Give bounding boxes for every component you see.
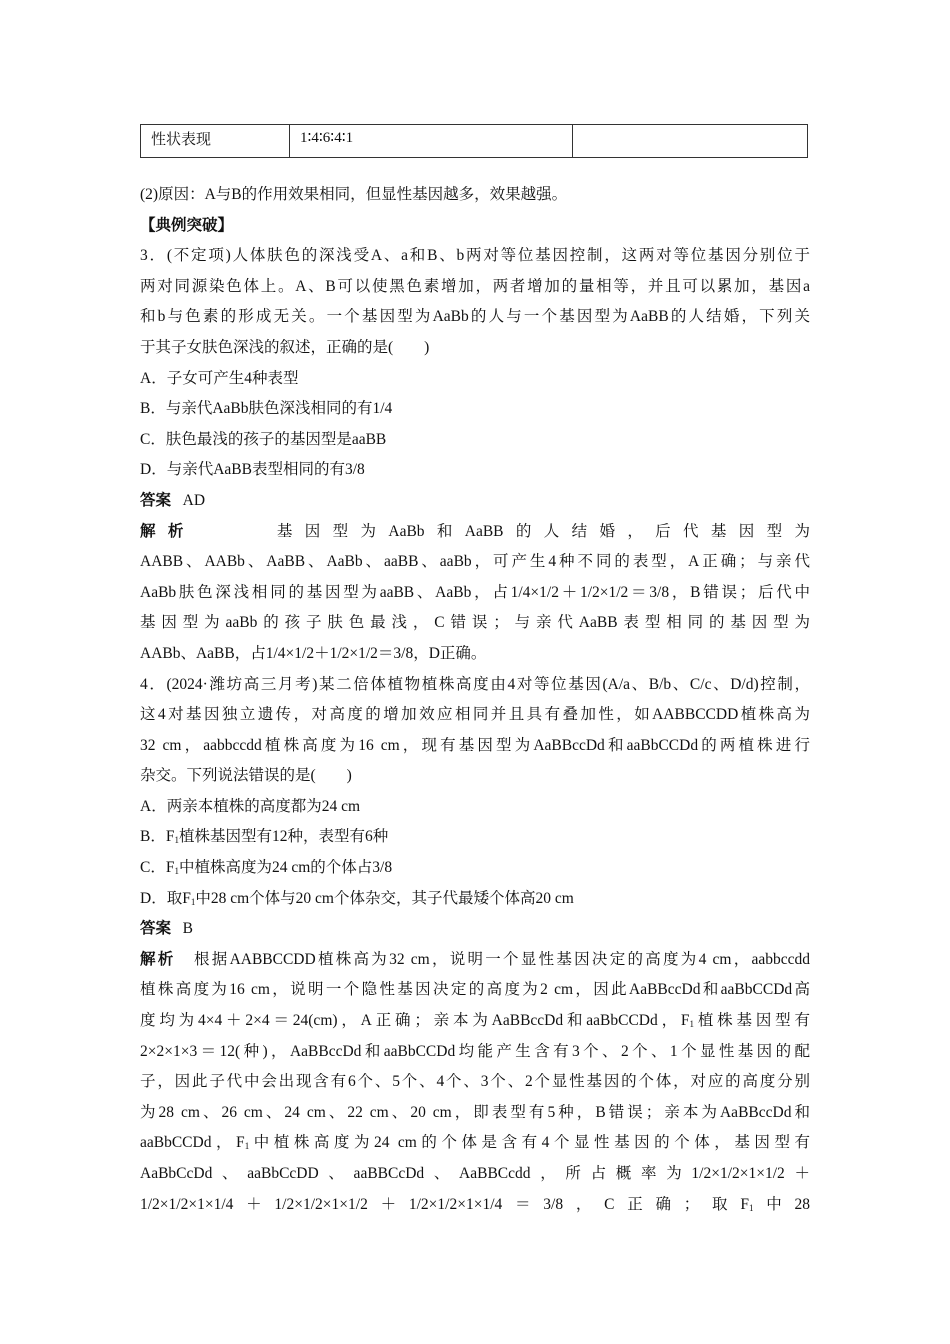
option-text: B．F: [140, 828, 175, 846]
q4-stem-line: 32 cm，aabbccdd植株高度为16 cm，现有基因型为AaBBccDd和aaBbCCDd的两植株进行: [140, 736, 810, 754]
q4-analysis-line: [140, 1098, 810, 1129]
table-row: [141, 125, 808, 158]
q3-option: C．肤色最浅的孩子的基因型是aaBB: [140, 430, 387, 448]
q3-analysis-line: AABB、AABb、AaBB、AaBb、aaBB、aaBb，可产生4种不同的表型，A正确；与亲代: [140, 553, 810, 571]
subscript: 1: [190, 896, 196, 907]
table-cell-empty: [573, 125, 808, 158]
analysis-text: 植株基因型有: [694, 1012, 810, 1030]
q3-stem-line: 3．(不定项)人体肤色的深浅受A、a和B、b两对等位基因控制，这两对等位基因分别位于: [140, 247, 810, 265]
answer-value: AD: [182, 491, 206, 509]
analysis-text: 1/2×1/2×1×1/4＋1/2×1/2×1×1/2＋1/2×1/2×1×1/4＝3/8，C正确；取F: [140, 1195, 749, 1213]
analysis-text: 根据AABBCCDD植株高为32 cm，说明一个显性基因决定的高度为4 cm，aabbccdd: [194, 950, 810, 968]
q4-analysis-line: [140, 975, 810, 1006]
q3-answer: [140, 486, 810, 517]
analysis-text: aaBbCCDd，F: [140, 1134, 245, 1152]
subscript: 1: [244, 1141, 250, 1152]
table-cell-label: 性状表现: [141, 125, 290, 158]
option-text: A．两亲本植株的高度都为24 cm: [140, 797, 361, 815]
q4-analysis-line: [140, 1067, 810, 1098]
q4-analysis-line: [140, 1128, 810, 1159]
option-text: C．F: [140, 859, 175, 877]
q4-stem-line: 杂交。下列说法错误的是( ): [140, 767, 352, 785]
analysis-label: 解析: [140, 950, 176, 968]
q3-stem-line: 两对同源染色体上。A、B可以使黑色素增加，两者增加的量相等，并且可以累加，基因a: [140, 277, 810, 295]
answer-label: 答案: [140, 920, 172, 938]
reason-paragraph: (2)原因：A与B的作用效果相同，但显性基因越多，效果越强。: [140, 186, 568, 203]
analysis-text: 2×2×1×3＝12(种)，AaBBccDd和aaBbCCDd均能产生含有3个、2个、1个显性基因的配: [140, 1042, 810, 1060]
q3-option: D．与亲代AaBB表型相同的有3/8: [140, 461, 365, 479]
q3-stem-line: 于其子女肤色深浅的叙述，正确的是( ): [140, 338, 430, 356]
table-cell-ratio: 1∶4∶6∶4∶1: [290, 125, 573, 158]
answer-value: B: [182, 920, 193, 938]
q4-option: [140, 884, 810, 915]
analysis-text: 基因型为AaBb和AaBB的人结婚，后代基因型为: [276, 522, 810, 540]
trait-table: [140, 124, 808, 158]
q3-analysis-line: AABb、AaBB，占1/4×1/2＋1/2×1/2＝3/8，D正确。: [140, 644, 487, 662]
q3-option: B．与亲代AaBb肤色深浅相同的有1/4: [140, 400, 393, 418]
q3-option: A．子女可产生4种表型: [140, 369, 299, 387]
subscript: 1: [174, 835, 179, 846]
subscript: 1: [748, 1202, 754, 1213]
q3-analysis-line: AaBb肤色深浅相同的基因型为aaBB、AaBb，占1/4×1/2＋1/2×1/2＝3/8，B错误；后代中: [140, 583, 810, 601]
option-text: 中28 cm个体与20 cm个体杂交，其子代最矮个体高20 cm: [195, 889, 574, 907]
option-text: 中植株高度为24 cm的个体占3/8: [178, 859, 393, 877]
option-text: D．取F: [140, 889, 191, 907]
q3-stem-line: 和b与色素的形成无关。一个基因型为AaBb的人与一个基因型为AaBB的人结婚，下列关: [140, 308, 810, 326]
q3-analysis-line: [140, 517, 810, 548]
subscript: 1: [174, 866, 179, 877]
analysis-label: 解析: [140, 522, 196, 540]
analysis-text: AaBbCcDd、aaBbCcDD、aaBBCcDd、AaBBCcdd，所占概率为1/2×1/2×1×1/2＋: [140, 1165, 810, 1182]
q4-analysis-line: [140, 1006, 810, 1037]
q4-stem-line: 这4对基因独立遗传，对高度的增加效应相同并且具有叠加性，如AABBCCDD植株高为: [140, 706, 810, 724]
analysis-text: 为28 cm、26 cm、24 cm、22 cm、20 cm，即表型有5种，B错误；亲本为AaBBccDd和: [140, 1103, 810, 1121]
section-heading: 【典例突破】: [140, 216, 234, 234]
q4-stem-line: 4．(2024·潍坊高三月考)某二倍体植物植株高度由4对等位基因(A/a、B/b、C/c、D/d)控制，: [140, 675, 810, 693]
q4-analysis-line: [140, 1159, 810, 1190]
analysis-text: 子，因此子代中会出现含有6个、5个、4个、3个、2个显性基因的个体，对应的高度分别: [140, 1073, 810, 1091]
q4-analysis-line: [140, 1037, 810, 1068]
q4-analysis-line: [140, 1190, 810, 1221]
q4-analysis-line: [140, 945, 810, 976]
q3-analysis-line: 基因型为aaBb的孩子肤色最浅，C错误；与亲代AaBB表型相同的基因型为: [140, 614, 810, 632]
option-text: 植株基因型有12种，表型有6种: [178, 828, 389, 846]
q4-option: [140, 822, 810, 853]
analysis-text: 度均为4×4＋2×4＝24(cm)，A正确；亲本为AaBBccDd和aaBbCCDd，F: [140, 1012, 690, 1030]
content-body: [140, 180, 810, 1220]
subscript: 1: [689, 1019, 695, 1030]
q4-answer: [140, 914, 810, 945]
analysis-text: 中28: [753, 1195, 810, 1213]
analysis-text: 中植株高度为24 cm的个体是含有4个显性基因的个体，基因型有: [249, 1134, 810, 1152]
q4-option: [140, 853, 810, 884]
analysis-text: 植株高度为16 cm，说明一个隐性基因决定的高度为2 cm，因此AaBBccDd和aaBbCCDd高: [140, 981, 810, 999]
answer-label: 答案: [140, 491, 172, 509]
q4-option: [140, 792, 810, 823]
